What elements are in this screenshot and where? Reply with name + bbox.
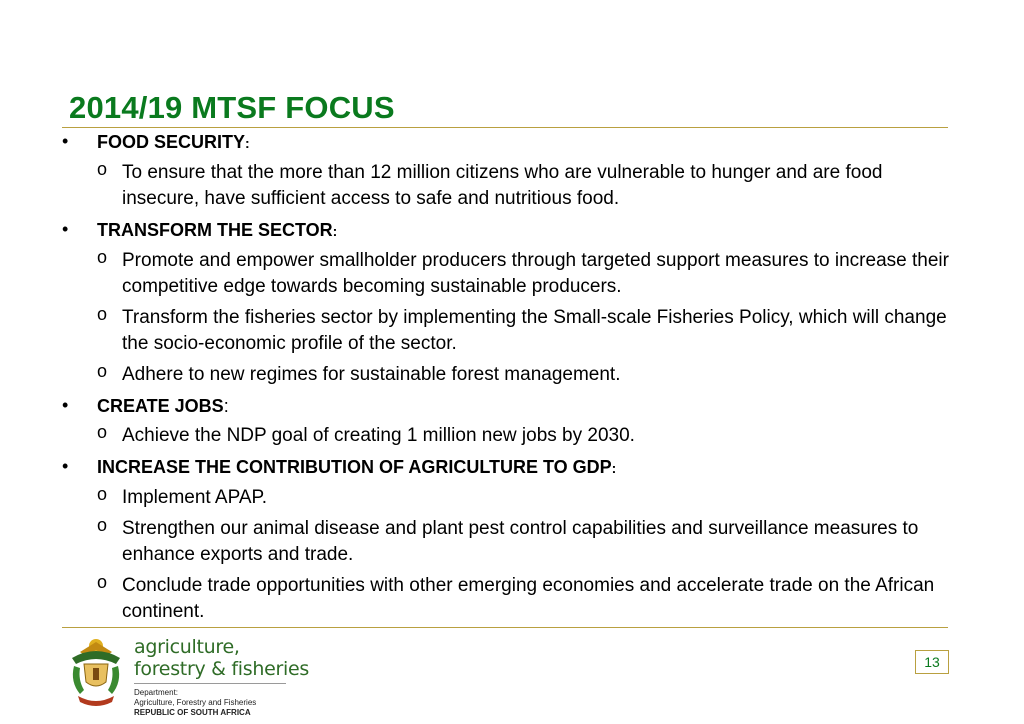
sub-item bbox=[97, 485, 962, 511]
sub-item-text: Conclude trade opportunities with other emerging economies and accelerate trade on the African continent. bbox=[122, 575, 935, 622]
section-heading-text: INCREASE THE CONTRIBUTION OF AGRICULTURE TO GDP bbox=[97, 457, 612, 477]
sub-item-text: Achieve the NDP goal of creating 1 million new jobs by 2030. bbox=[122, 425, 635, 446]
section-heading-text: TRANSFORM THE SECTOR bbox=[97, 220, 333, 240]
sub-item bbox=[97, 362, 962, 388]
section-heading-text: CREATE JOBS bbox=[97, 396, 224, 416]
title-divider bbox=[62, 127, 948, 128]
brand-divider bbox=[134, 683, 286, 684]
bullet-section bbox=[62, 218, 962, 388]
section-heading-colon: : bbox=[223, 396, 229, 416]
sub-bullet-marker: o bbox=[97, 304, 108, 324]
footer-divider bbox=[62, 627, 948, 628]
bullet-marker: • bbox=[62, 395, 69, 415]
sub-item bbox=[97, 305, 962, 357]
dept-name: Agriculture, Forestry and Fisheries bbox=[134, 698, 257, 707]
page-number: 13 bbox=[915, 650, 949, 674]
sub-bullet-marker: o bbox=[97, 159, 108, 179]
sub-list bbox=[97, 160, 962, 212]
section-heading-colon: : bbox=[245, 135, 250, 151]
section-heading bbox=[97, 130, 962, 156]
sub-bullet-marker: o bbox=[97, 361, 108, 381]
section-heading-text: FOOD SECURITY bbox=[97, 132, 246, 152]
country-name: REPUBLIC OF SOUTH AFRICA bbox=[134, 708, 251, 717]
brand-line-2: forestry & fisheries bbox=[134, 658, 309, 680]
brand-line-1: agriculture, bbox=[134, 636, 240, 658]
sub-item-text: Implement APAP. bbox=[122, 487, 268, 508]
sub-item bbox=[97, 516, 962, 568]
sub-bullet-marker: o bbox=[97, 515, 108, 535]
section-heading-colon: : bbox=[332, 223, 338, 239]
sub-item-text: Strengthen our animal disease and plant pest control capabilities and surveillance measures to enhance exports and trade. bbox=[122, 518, 919, 565]
sub-bullet-marker: o bbox=[97, 484, 108, 504]
sub-list bbox=[97, 248, 962, 388]
sub-bullet-marker: o bbox=[97, 247, 108, 267]
bullet-section bbox=[62, 130, 962, 212]
slide-content bbox=[62, 130, 962, 631]
sub-item bbox=[97, 248, 962, 300]
sub-list bbox=[97, 423, 962, 449]
brand-block bbox=[134, 636, 364, 718]
sub-bullet-marker: o bbox=[97, 422, 108, 442]
sub-item bbox=[97, 423, 962, 449]
sub-item bbox=[97, 160, 962, 212]
sub-bullet-marker: o bbox=[97, 572, 108, 592]
bullet-section bbox=[62, 394, 962, 449]
section-heading bbox=[97, 455, 962, 481]
sub-item bbox=[97, 573, 962, 625]
section-heading bbox=[97, 394, 962, 419]
dept-label: Department: bbox=[134, 688, 179, 697]
section-heading bbox=[97, 218, 962, 244]
section-heading-colon: : bbox=[611, 460, 617, 476]
sub-item-text: To ensure that the more than 12 million citizens who are vulnerable to hunger and are food insecure, have sufficient access to safe and nutritious food. bbox=[122, 162, 883, 209]
bullet-marker: • bbox=[62, 131, 69, 151]
bullet-marker: • bbox=[62, 456, 69, 476]
sub-list bbox=[97, 485, 962, 625]
slide-title: 2014/19 MTSF FOCUS bbox=[69, 90, 395, 125]
bullet-section bbox=[62, 455, 962, 625]
sub-item-text: Adhere to new regimes for sustainable forest management. bbox=[122, 364, 621, 385]
sub-item-text: Transform the fisheries sector by implementing the Small-scale Fisheries Policy, which will change the socio-economic profile of the sector. bbox=[122, 307, 947, 354]
bullet-marker: • bbox=[62, 219, 69, 239]
sub-item-text: Promote and empower smallholder producers through targeted support measures to increase their competitive edge towards becoming sustainable producers. bbox=[122, 250, 949, 297]
coat-of-arms-icon bbox=[66, 636, 126, 712]
